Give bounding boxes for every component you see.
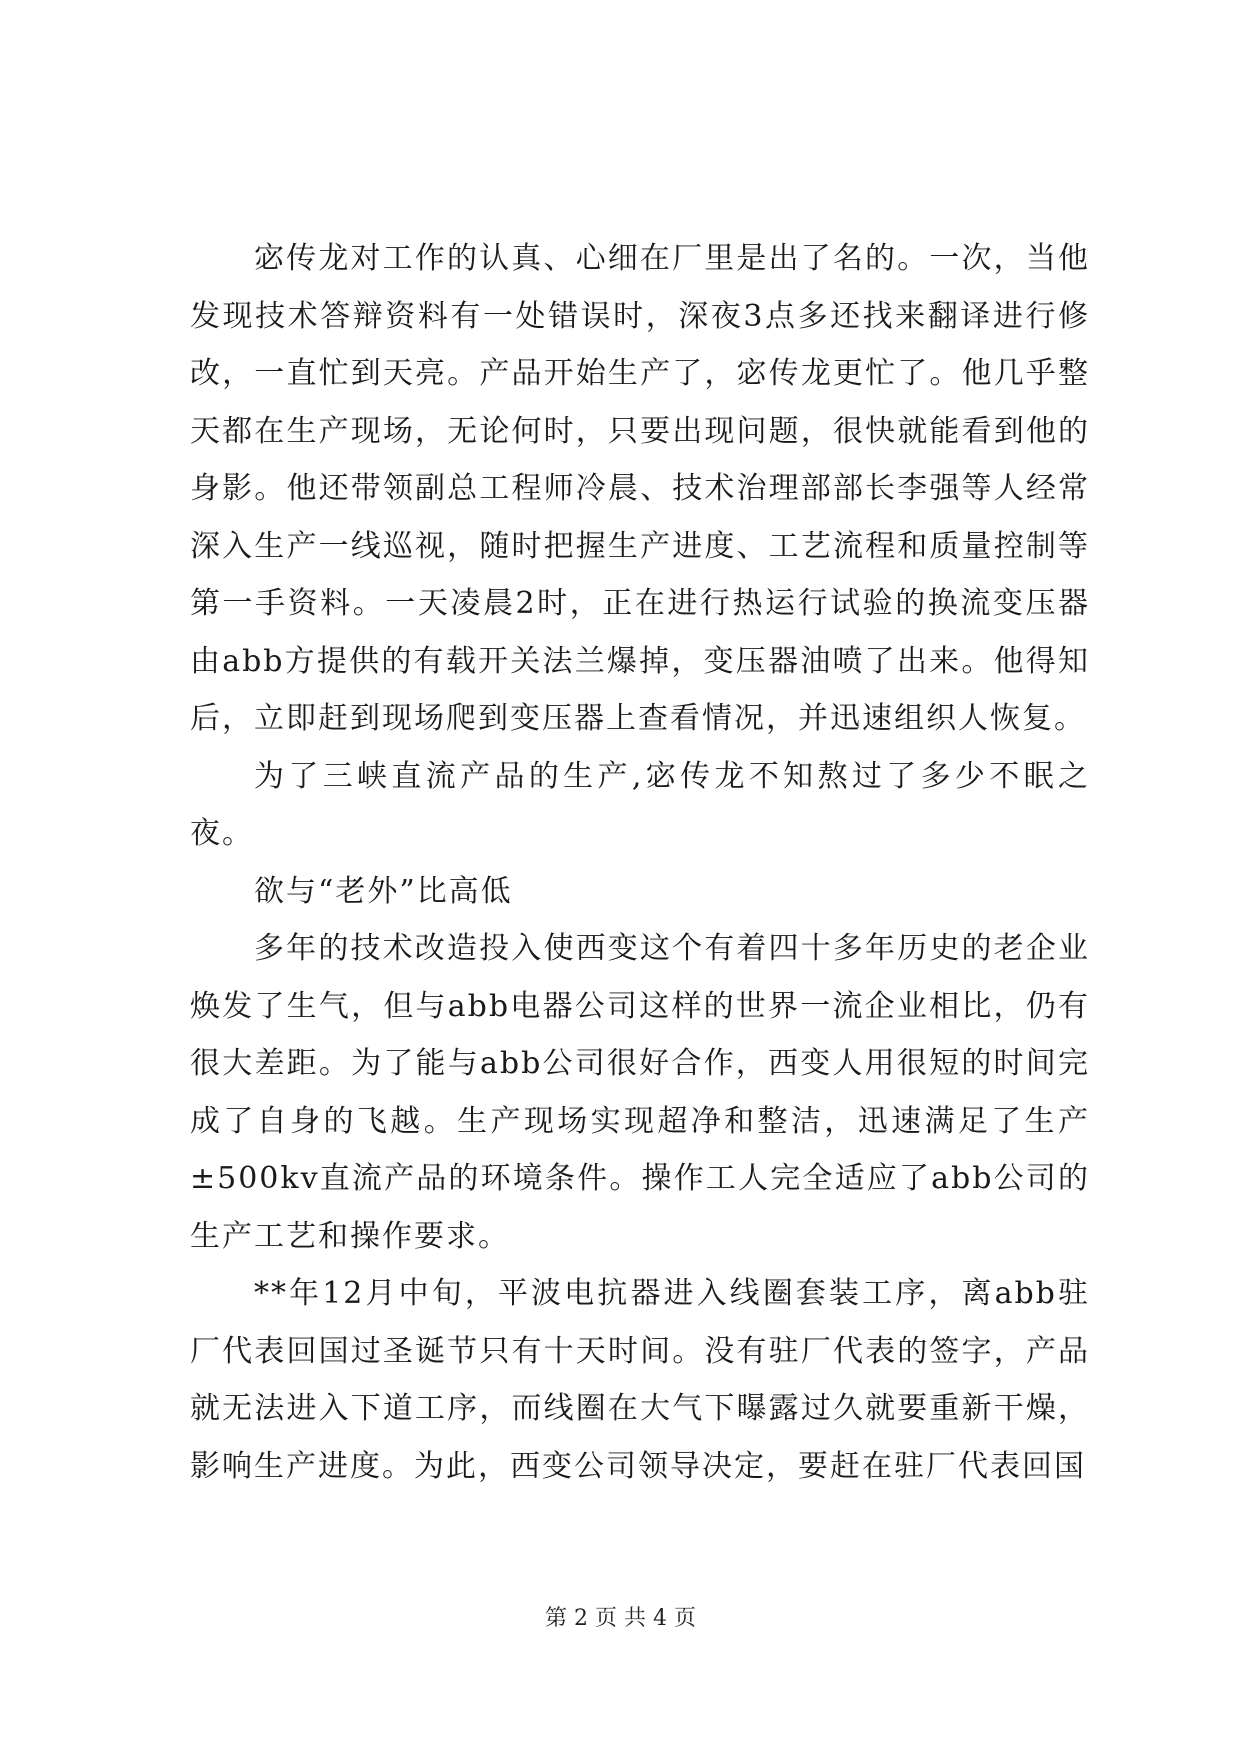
paragraph-4: **年12月中旬，平波电抗器进入线圈套装工序，离abb驻厂代表回国过圣诞节只有十天时间。没有驻厂代表的签字，产品就无法进入下道工序，而线圈在大气下曝露过久就要重新干燥，影响生产进度。为此，西变公司领导决定，要赶在驻厂代表回国 [190, 1276, 1090, 1484]
document-body [190, 230, 1090, 1495]
section-heading: 欲与“老外”比高低 [254, 873, 513, 909]
paragraph-2: 为了三峡直流产品的生产,宓传龙不知熬过了多少不眠之夜。 [190, 758, 1090, 851]
paragraph-3: 多年的技术改造投入使西变这个有着四十多年历史的老企业焕发了生气，但与abb电器公司这样的世界一流企业相比，仍有很大差距。为了能与abb公司很好合作，西变人用很短的时间完成了自身的飞越。生产现场实现超净和整洁，迅速满足了生产±500kv直流产品的环境条件。操作工人完全适应了abb公司的生产工艺和操作要求。 [190, 931, 1090, 1254]
paragraph-1: 宓传龙对工作的认真、心细在厂里是出了名的。一次，当他发现技术答辩资料有一处错误时，深夜3点多还找来翻译进行修改，一直忙到天亮。产品开始生产了，宓传龙更忙了。他几乎整天都在生产现场，无论何时，只要出现问题，很快就能看到他的身影。他还带领副总工程师冷晨、技术治理部部长李强等人经常深入生产一线巡视，随时把握生产进度、工艺流程和质量控制等第一手资料。一天凌晨2时，正在进行热运行试验的换流变压器由abb方提供的有载开关法兰爆掉，变压器油喷了出来。他得知后，立即赶到现场爬到变压器上查看情况，并迅速组织人恢复。 [190, 241, 1090, 736]
page-number-footer: 第 2 页 共 4 页 [545, 1606, 696, 1631]
